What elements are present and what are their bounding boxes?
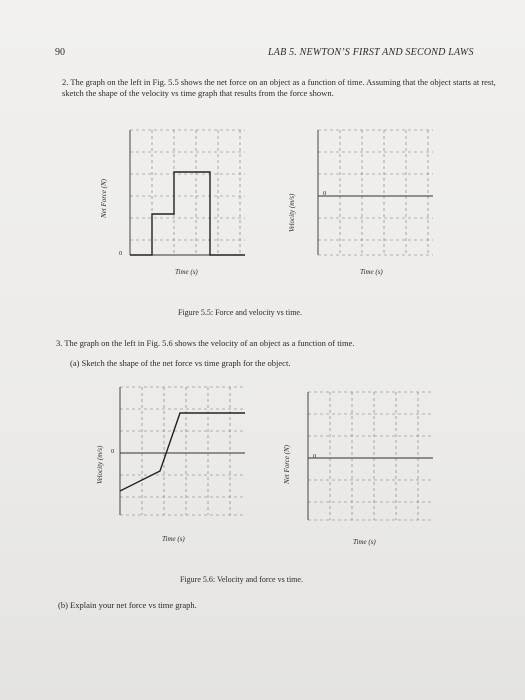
figure-5-5-velocity-graph	[318, 130, 438, 260]
velocity-curve	[120, 413, 245, 491]
question-3a-text: (a) Sketch the shape of the net force vs time graph for the object.	[70, 358, 291, 368]
figure-5-6-force-graph	[308, 392, 433, 522]
running-header: LAB 5. NEWTON’S FIRST AND SECOND LAWS	[268, 47, 474, 58]
grid	[130, 130, 245, 255]
figure-5-6-caption: Figure 5.6: Velocity and force vs time.	[180, 575, 303, 584]
question-2-text: 2. The graph on the left in Fig. 5.5 shows the net force on an object as a function of time. Assuming that the object starts at rest, sketch the shape of the velocity vs time graph that results from the force shown.	[62, 77, 496, 98]
grid	[308, 392, 433, 520]
figure-5-6-velocity-graph	[120, 387, 245, 517]
question-3-text: 3. The graph on the left in Fig. 5.6 shows the velocity of an object as a function of time.	[56, 338, 355, 348]
fig56-right-xlabel: Time (s)	[353, 538, 376, 546]
figure-5-5-force-graph	[130, 130, 250, 260]
question-3b-text: (b) Explain your net force vs time graph.	[58, 600, 197, 610]
fig56-right-ylabel: Net Force (N)	[283, 444, 291, 484]
force-curve	[130, 172, 245, 255]
figure-5-5-caption: Figure 5.5: Force and velocity vs time.	[178, 308, 302, 317]
fig55-left-zero: 0	[119, 250, 123, 257]
fig56-right-zero: 0	[313, 453, 317, 460]
fig55-right-zero: 0	[323, 190, 327, 197]
fig55-right-ylabel: Velocity (m/s)	[288, 193, 296, 232]
grid	[120, 387, 245, 515]
grid	[318, 130, 433, 255]
page-number: 90	[55, 47, 65, 58]
fig55-left-ylabel: Net Force (N)	[100, 178, 108, 218]
fig56-left-xlabel: Time (s)	[162, 535, 185, 543]
fig56-left-ylabel: Velocity (m/s)	[96, 445, 104, 484]
fig56-left-zero: 0	[111, 448, 115, 455]
fig55-left-xlabel: Time (s)	[175, 268, 198, 276]
fig55-right-xlabel: Time (s)	[360, 268, 383, 276]
